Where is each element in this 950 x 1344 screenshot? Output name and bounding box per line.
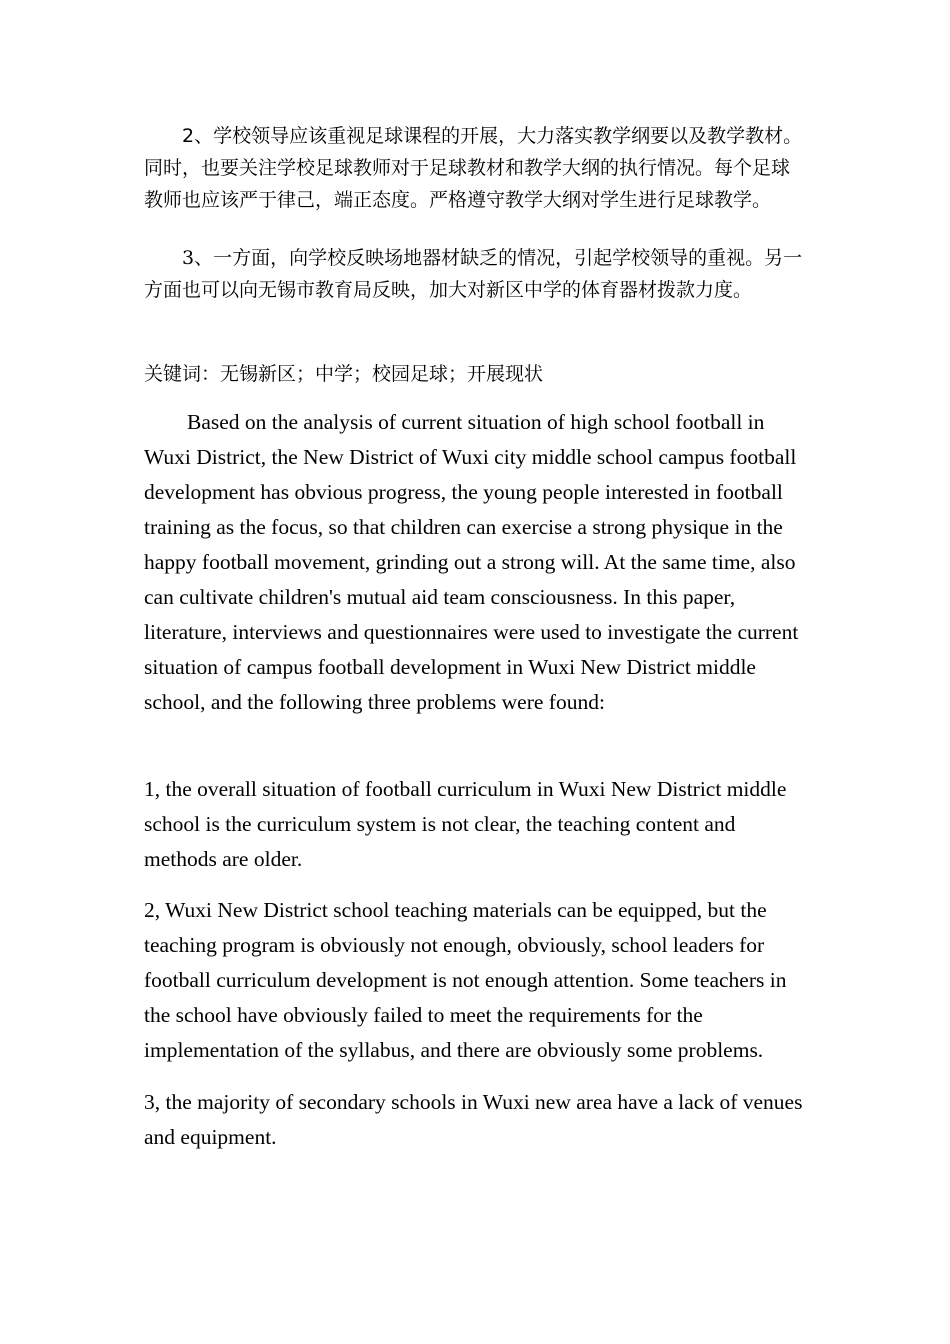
cn-recommendation-3: 3、一方面，向学校反映场地器材缺乏的情况，引起学校领导的重视。另一方面也可以向无锡市教育局反映，加大对新区中学的体育器材拨款力度。 <box>144 247 803 301</box>
english-abstract-item-1: 1, the overall situation of football curriculum in Wuxi New District middle school is the curriculum system is not clear, the teaching content and methods are older. <box>144 777 787 871</box>
english-abstract-item-2: 2, Wuxi New District school teaching materials can be equipped, but the teaching program is obviously not enough, obviously, school leaders for football curriculum development is not enough attention. Some teachers in the school have obviously failed to meet the requirements for the implementation of the syllabus, and there are obviously some problems. <box>144 898 787 1062</box>
keywords-line: 关键词：无锡新区；中学；校园足球；开展现状 <box>144 363 544 385</box>
english-abstract-intro: Based on the analysis of current situation of high school football in Wuxi District, the New District of Wuxi city middle school campus football development has obvious progress, the young people interested in football training as the focus, so that children can exercise a strong physique in the happy football movement, grinding out a strong will. At the same time, also can cultivate children's mutual aid team consciousness. In this paper, literature, interviews and questionnaires were used to investigate the current situation of campus football development in Wuxi New District middle school, and the following three problems were found: <box>144 410 799 714</box>
cn-recommendation-2: 2、学校领导应该重视足球课程的开展，大力落实教学纲要以及教学教材。同时，也要关注学校足球教师对于足球教材和教学大纲的执行情况。每个足球教师也应该严于律己，端正态度。严格遵守教学大纲对学生进行足球教学。 <box>144 125 803 211</box>
english-abstract-item-3: 3, the majority of secondary schools in Wuxi new area have a lack of venues and equipment. <box>144 1090 803 1149</box>
